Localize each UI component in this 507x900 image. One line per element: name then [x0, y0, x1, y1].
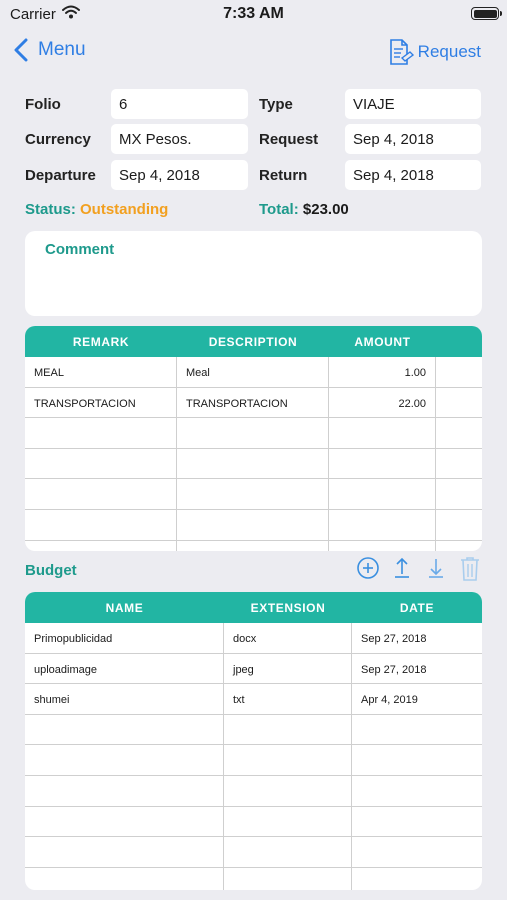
remark-cell: MEAL [25, 357, 177, 387]
back-chevron-icon [14, 38, 28, 62]
table-row[interactable] [25, 357, 482, 388]
header-name: NAME [105, 601, 144, 615]
total-label: Total: [259, 201, 299, 218]
table-row [25, 449, 482, 480]
amount-cell: 22.00 [329, 388, 436, 418]
date-cell: Apr 4, 2019 [361, 694, 418, 707]
menu-back-button[interactable] [14, 38, 86, 62]
amount-cell: 1.00 [329, 357, 436, 387]
description-cell: TRANSPORTACION [177, 388, 329, 418]
header-extension: EXTENSION [250, 601, 326, 615]
menu-back-label: Menu [38, 39, 86, 60]
budget-header [25, 592, 482, 623]
request-label: Request [417, 42, 481, 61]
extension-cell: docx [224, 623, 352, 653]
upload-icon[interactable] [390, 556, 414, 585]
folio-label: Folio [25, 96, 61, 113]
table-row[interactable] [25, 388, 482, 419]
header-amount: AMOUNT [354, 335, 411, 349]
table-row [25, 715, 482, 746]
download-icon[interactable] [424, 556, 448, 585]
return-label: Return [259, 167, 308, 184]
request-date-label: Request [259, 131, 319, 148]
table-row [25, 479, 482, 510]
extension-cell: txt [224, 684, 352, 714]
budget-table [25, 592, 482, 890]
currency-field[interactable]: MX Pesos. [111, 124, 248, 154]
add-circle-icon[interactable] [356, 556, 380, 585]
total-line [259, 201, 349, 218]
battery-icon [471, 7, 499, 20]
type-label: Type [259, 96, 293, 113]
currency-label: Currency [25, 131, 91, 148]
name-cell: Primopublicidad [25, 623, 224, 653]
type-field[interactable]: VIAJE [345, 89, 481, 119]
request-button[interactable] [388, 38, 481, 66]
name-cell: shumei [25, 684, 224, 714]
departure-label: Departure [25, 167, 96, 184]
status-label: Status: [25, 201, 76, 218]
name-cell: uploadimage [25, 654, 224, 684]
table-row [25, 541, 482, 551]
extension-cell: jpeg [224, 654, 352, 684]
table-row [25, 868, 482, 890]
expenses-table [25, 326, 482, 551]
date-cell: Sep 27, 2018 [361, 663, 427, 676]
status-line [25, 201, 168, 218]
comment-label: Comment [45, 241, 115, 258]
status-bar [0, 0, 507, 30]
departure-field[interactable]: Sep 4, 2018 [111, 160, 248, 190]
trash-icon[interactable] [458, 556, 482, 587]
table-row [25, 837, 482, 868]
return-field[interactable]: Sep 4, 2018 [345, 160, 481, 190]
table-row [25, 510, 482, 541]
folio-field[interactable]: 6 [111, 89, 248, 119]
comment-box[interactable] [25, 231, 482, 316]
status-value: Outstanding [80, 201, 169, 218]
description-cell: Meal [177, 357, 329, 387]
total-value: $23.00 [302, 201, 349, 218]
budget-label: Budget [25, 562, 77, 579]
status-time: 7:33 AM [223, 5, 284, 22]
table-row [25, 418, 482, 449]
table-row [25, 745, 482, 776]
table-row [25, 807, 482, 838]
table-row [25, 776, 482, 807]
table-row[interactable] [25, 684, 482, 715]
header-date: DATE [399, 601, 435, 615]
table-row[interactable] [25, 623, 482, 654]
expenses-header [25, 326, 482, 357]
document-edit-icon [388, 38, 414, 66]
carrier-label: Carrier [10, 6, 56, 23]
remark-cell: TRANSPORTACION [25, 388, 177, 418]
header-description: DESCRIPTION [208, 335, 298, 349]
request-date-field[interactable]: Sep 4, 2018 [345, 124, 481, 154]
table-row[interactable] [25, 654, 482, 685]
header-remark: REMARK [72, 335, 130, 349]
date-cell: Sep 27, 2018 [361, 633, 427, 645]
